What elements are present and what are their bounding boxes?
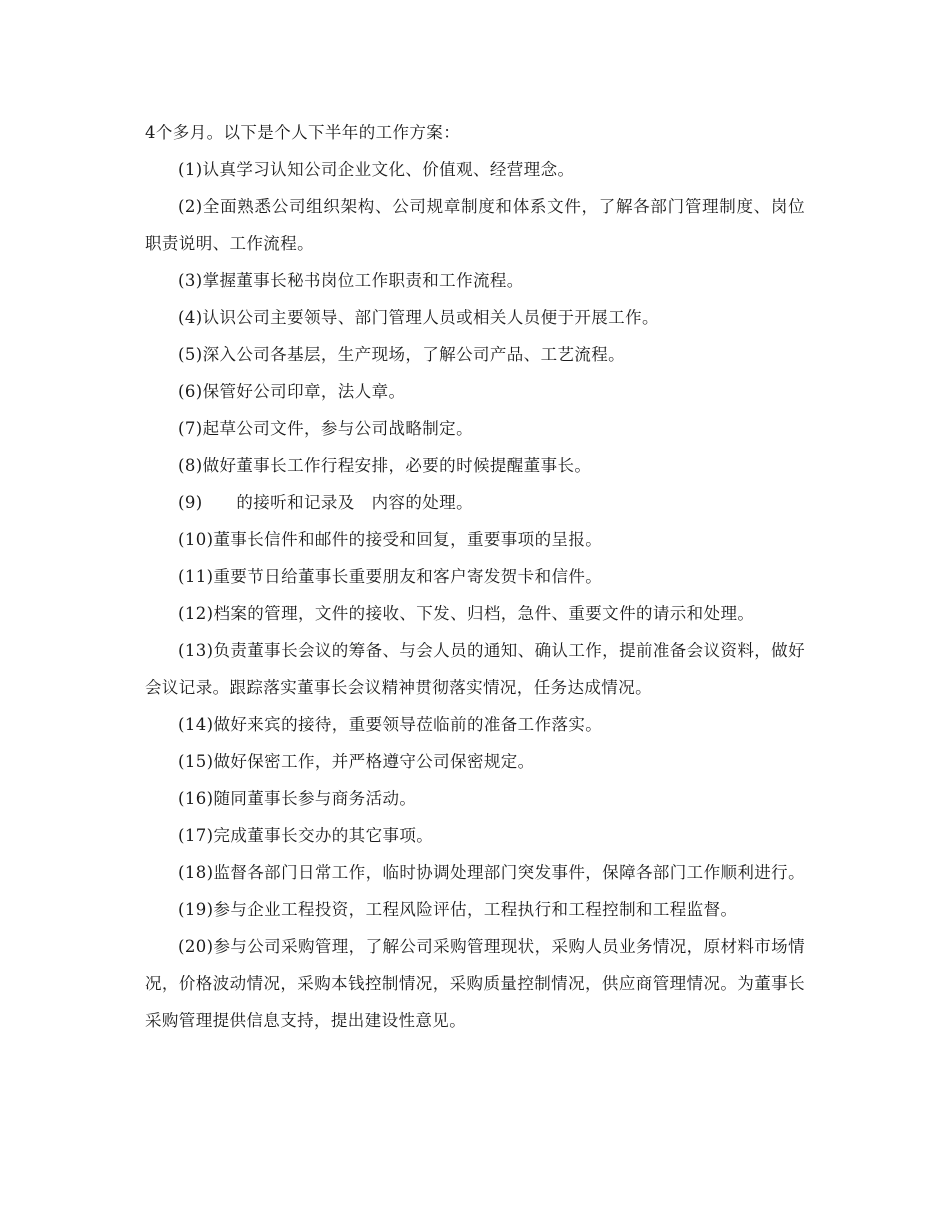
list-item: (4)认识公司主要领导、部门管理人员或相关人员便于开展工作。 — [178, 308, 659, 327]
list-item: (8)做好董事长工作行程安排，必要的时候提醒董事长。 — [178, 456, 592, 475]
list-item: (1)认真学习认知公司企业文化、价值观、经营理念。 — [178, 160, 575, 179]
list-item: (17)完成董事长交办的其它事项。 — [178, 826, 434, 845]
document-body — [145, 114, 805, 1039]
list-item: (16)随同董事长参与商务活动。 — [178, 789, 417, 808]
list-item: (11)重要节日给董事长重要朋友和客户寄发贺卡和信件。 — [178, 567, 603, 586]
list-item: (7)起草公司文件，参与公司战略制定。 — [178, 419, 473, 438]
list-item: (18)监督各部门日常工作，临时协调处理部门突发事件，保障各部门工作顺利进行。 — [178, 863, 805, 882]
list-item: (2)全面熟悉公司组织架构、公司规章制度和体系文件，了解各部门管理制度、岗位职责说明、工作流程。 — [145, 197, 805, 253]
list-item: (13)负责董事长会议的筹备、与会人员的通知、确认工作，提前准备会议资料，做好会议记录。跟踪落实董事长会议精神贯彻落实情况，任务达成情况。 — [145, 641, 805, 697]
list-item: (12)档案的管理，文件的接收、下发、归档，急件、重要文件的请示和处理。 — [178, 604, 755, 623]
paragraph-intro: 4个多月。以下是个人下半年的工作方案： — [145, 123, 461, 142]
list-item: (3)掌握董事长秘书岗位工作职责和工作流程。 — [178, 271, 524, 290]
list-item: (5)深入公司各基层，生产现场，了解公司产品、工艺流程。 — [178, 345, 626, 364]
list-item: (19)参与企业工程投资，工程风险评估，工程执行和工程控制和工程监督。 — [178, 900, 738, 919]
list-item: (15)做好保密工作，并严格遵守公司保密规定。 — [178, 752, 535, 771]
list-item: (14)做好来宾的接待，重要领导莅临前的准备工作落实。 — [178, 715, 603, 734]
list-item: (9) 的接听和记录及 内容的处理。 — [178, 493, 473, 512]
list-item: (20)参与公司采购管理，了解公司采购管理现状，采购人员业务情况，原材料市场情况，价格波动情况，采购本钱控制情况，采购质量控制情况，供应商管理情况。为董事长采购管理提供信息支持，提出建设性意见。 — [145, 937, 805, 1030]
list-item: (10)董事长信件和邮件的接受和回复，重要事项的呈报。 — [178, 530, 603, 549]
list-item: (6)保管好公司印章，法人章。 — [178, 382, 406, 401]
